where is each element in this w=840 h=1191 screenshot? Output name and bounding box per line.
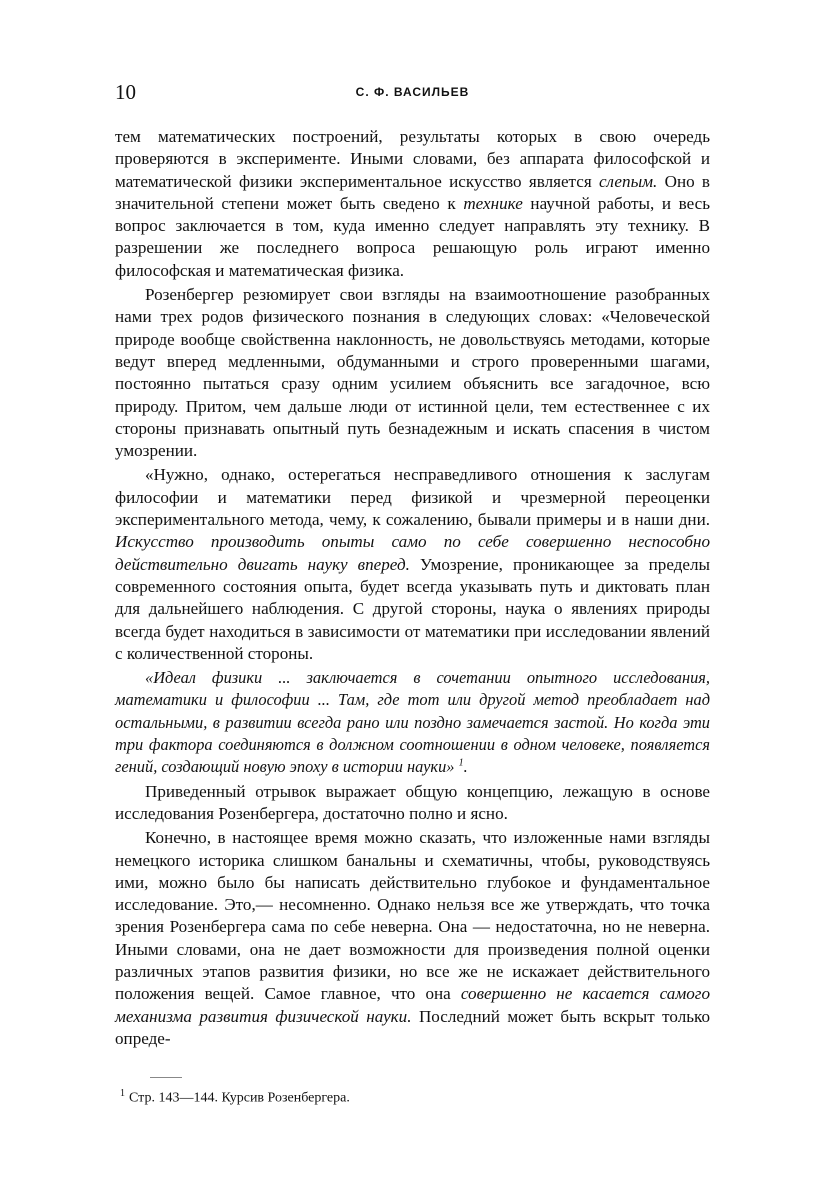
paragraph-6-text-b: Последний может быть вскрыт только опреде- — [115, 1006, 710, 1048]
footnote-reference[interactable]: 1 — [458, 757, 464, 769]
paragraph-3-text-b: Умозрение, проникающее за пределы современного состояния опыта, будет всегда указывать путь и диктовать план для дальнейшего наблюдения. С другой стороны, наука о явлениях природы всегда будет находиться в зависимости от математики при исследовании явлений с количественной стороны. — [115, 554, 710, 663]
paragraph-6 — [115, 827, 710, 1050]
paragraph-1-text-c: научной работы, и весь вопрос заключается в том, куда именно следует направлять эту технику. В разрешении же последнего вопроса решающую роль играют именно философская и математическая физика. — [115, 193, 710, 280]
paragraph-6-italic: совершенно не касается самого механизма развития физической науки. — [115, 984, 711, 1026]
page-header — [115, 80, 710, 104]
paragraph-4-quote — [115, 667, 710, 778]
paragraph-1-italic-b: технике — [463, 193, 523, 213]
footnote — [120, 1088, 350, 1107]
paragraph-1-text-a: тем математических построений, результаты которых в свою очередь проверяются в эксперименте. Иными словами, без аппарата философской и математической физики экспериментальное искусство является — [115, 127, 710, 191]
paragraph-6-text-a: Конечно, в настоящее время можно сказать, что изложенные нами взгляды немецкого историка слишком банальны и схематичны, чтобы, руководствуясь ими, можно было бы написать действительно глубокое и фундаментальное исследование. Это,— несомненно. Однако нельзя все же утверждать, что точка зрения Розенбергера сама по себе неверна. Она — недостаточна, но не неверна. Иными словами, она не дает возможности для произведения полной оценки различных этапов развития физики, но все же не искажает действительного положения вещей. Самое главное, что она — [115, 828, 710, 1004]
paragraph-1-text-b: Оно в значительной степени может быть сведено к — [115, 171, 710, 213]
paragraph-3-italic: Искусство производить опыты само по себе совершенно неспособно действительно двигать науку вперед. — [115, 532, 710, 574]
paragraph-4-end: . — [463, 757, 468, 777]
running-title: С. Ф. ВАСИЛЬЕВ — [355, 85, 470, 99]
paragraph-1-italic-a: слепым. — [598, 171, 658, 191]
page-number: 10 — [115, 80, 136, 104]
paragraph-4-text: «Идеал физики ... заключается в сочетании опытного исследования, математики и философии ... Там, где тот или другой метод преобладает над остальными, в развитии всегда рано или поздно замечается застой. Но когда эти три фактора соединяются в должном соотношении в одном человеке, появляется гений, создающий новую эпоху в истории науки» — [115, 668, 710, 777]
paragraph-1 — [115, 126, 710, 282]
paragraph-5: Приведенный отрывок выражает общую концепцию, лежащую в основе исследования Розенбергера, достаточно полно и ясно. — [115, 781, 710, 823]
paragraph-3 — [115, 464, 710, 665]
footnote-text: Стр. 143—144. Курсив Розенбергера. — [129, 1090, 350, 1106]
paragraph-3-text-a: «Нужно, однако, остерегаться несправедливого отношения к заслугам философии и математики перед физикой и чрезмерной переоценки экспериментального метода, чему, к сожалению, бывали примеры и в наши дни. — [115, 465, 710, 530]
footnote-mark: 1 — [120, 1088, 125, 1099]
footnote-divider — [150, 1077, 182, 1078]
page-body — [115, 126, 710, 1050]
paragraph-2: Розенбергер резюмирует свои взгляды на взаимоотношение разобранных нами трех родов физического познания в следующих словах: «Человеческой природе вообще свойственна наклонность, не довольствуясь методами, которые ведут вперед медленными, обдуманными и строго проверенными шагами, постоянно пытаться сразу одним усилием объяснить все загадочное, всю природу. Притом, чем дальше люди от истинной цели, тем естественнее с их стороны признавать опытный путь безнадежным и искать спасения в чистом умозрении. — [115, 285, 710, 461]
